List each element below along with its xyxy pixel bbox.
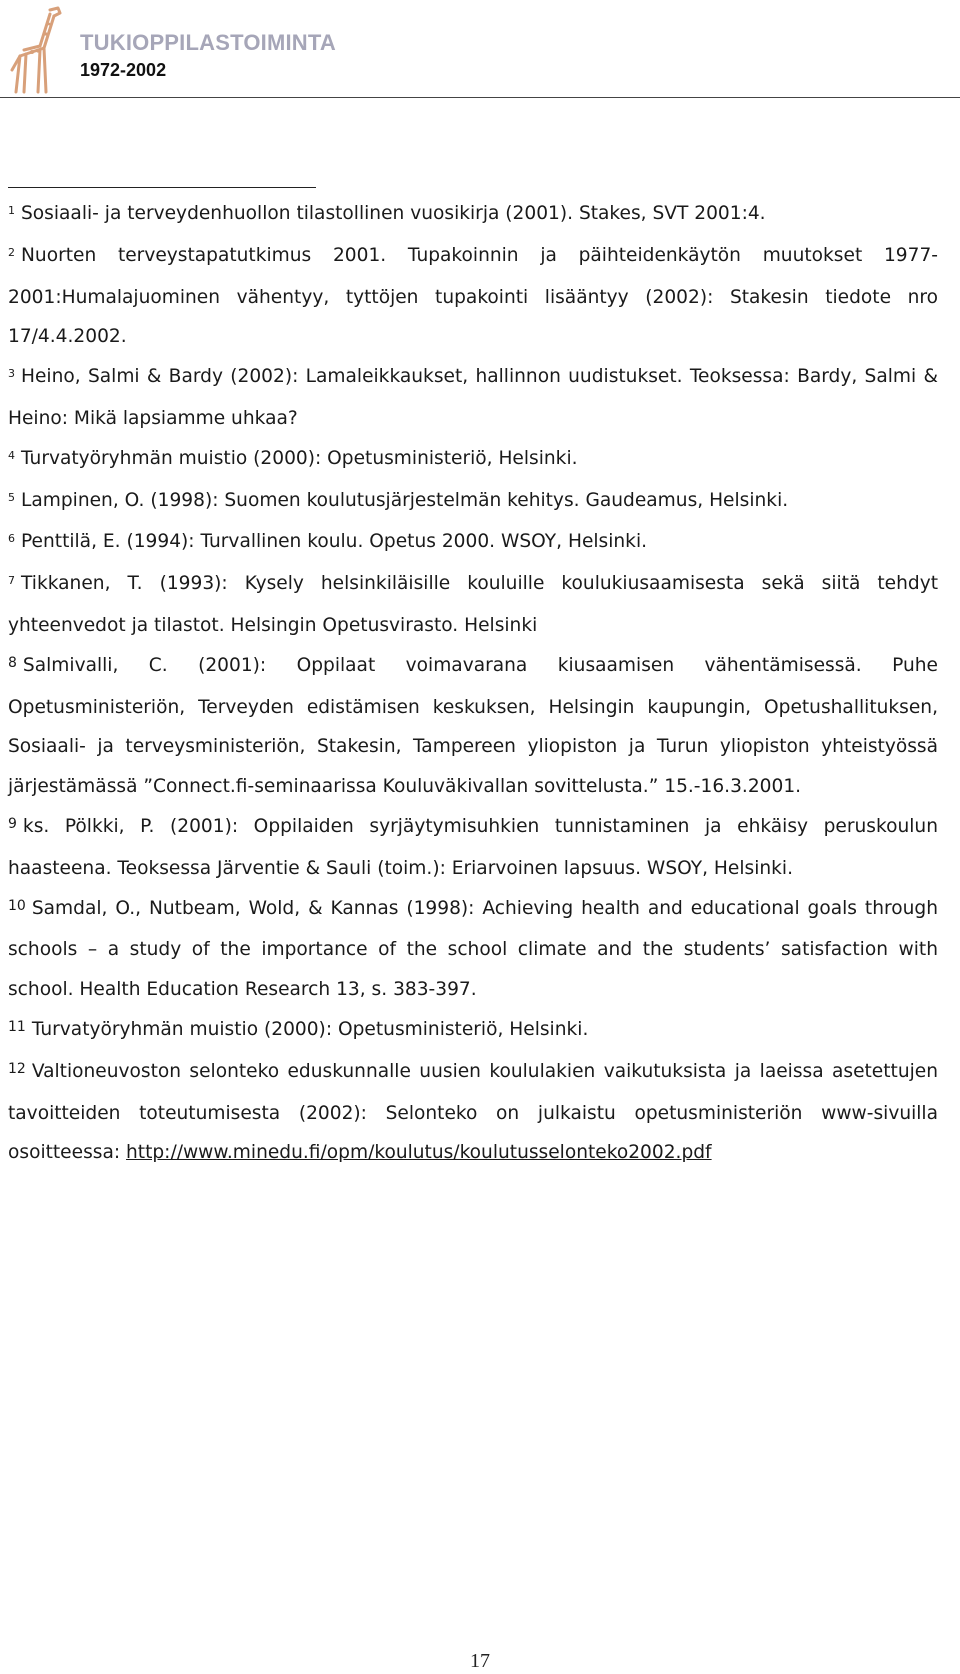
- footnote-text: Tikkanen, T. (1993): Kysely helsinkiläisille kouluille koulukiusaamisesta sekä siitä tehdyt yhteenvedot ja tilastot. Helsingin Opetusvirasto. Helsinki: [8, 573, 938, 636]
- footnote-number: 7: [8, 574, 15, 588]
- footnote-8: [8, 646, 938, 807]
- page-header: [0, 0, 960, 100]
- brand-years: 1972-2002: [80, 60, 167, 80]
- brand-title: TUKIOPPILASTOIMINTA: [80, 30, 336, 55]
- footnote-text: Salmivalli, C. (2001): Oppilaat voimavarana kiusaamisen vähentämisessä. Puhe Opetusministeriön, Terveyden edistämisen keskuksen, Helsingin kaupungin, Opetushallituksen, Sosiaali- ja terveysministeriön, Stakesin, Tampereen yliopiston ja Turun yliopiston yhteistyössä järjestämässä ”Connect.fi-seminaarissa Kouluväkivallan sovittelusta.” 15.-16.3.2001.: [8, 654, 938, 798]
- footnote-text: ks. Pölkki, P. (2001): Oppilaiden syrjäytymisuhkien tunnistaminen ja ehkäisy peruskoulun haasteena. Teoksessa Järventie & Sauli (toim.): Eriarvoinen lapsuus. WSOY, Helsinki.: [8, 815, 938, 879]
- footnote-number: 9: [8, 815, 17, 832]
- footnote-2: [8, 236, 938, 357]
- footnote-number: 10: [8, 897, 26, 914]
- footnote-number: 2: [8, 245, 15, 259]
- footnote-number: 6: [8, 532, 15, 546]
- footnote-text: Lampinen, O. (1998): Suomen koulutusjärjestelmän kehitys. Gaudeamus, Helsinki.: [21, 489, 789, 511]
- footnote-number: 11: [8, 1018, 26, 1035]
- page-number: 17: [470, 1650, 490, 1672]
- footnote-4: [8, 439, 938, 481]
- footnote-text: Valtioneuvoston selonteko eduskunnalle uusien koululakien vaikutuksista ja laeissa asetettujen tavoitteiden toteutumisesta (2002): Selonteko on julkaistu opetusministeriön www-sivuilla osoitteessa:: [8, 1060, 938, 1164]
- footnote-9: [8, 807, 938, 889]
- header-divider: [0, 97, 960, 98]
- footnote-number: 4: [8, 448, 15, 462]
- footnote-number: 8: [8, 654, 17, 671]
- footnote-3: [8, 357, 938, 439]
- footnote-number: 1: [8, 204, 15, 217]
- footnote-6: [8, 522, 938, 564]
- footnote-text: Nuorten terveystapatutkimus 2001. Tupakoinnin ja päihteidenkäytön muutokset 1977-2001:Humalajuominen vähentyy, tyttöjen tupakointi lisääntyy (2002): Stakesin tiedote nro 17/4.4.2002.: [8, 244, 938, 348]
- footnote-12: [8, 1052, 938, 1173]
- footnote-text: Penttilä, E. (1994): Turvallinen koulu. Opetus 2000. WSOY, Helsinki.: [21, 531, 648, 553]
- footnote-1: [8, 194, 938, 236]
- footnote-5: [8, 481, 938, 523]
- footnotes-list: [8, 194, 938, 1173]
- footnote-text: Turvatyöryhmän muistio (2000): Opetusministeriö, Helsinki.: [21, 447, 578, 469]
- footnote-text: Sosiaali- ja terveydenhuollon tilastollinen vuosikirja (2001). Stakes, SVT 2001:4.: [21, 203, 766, 224]
- footnote-text: Turvatyöryhmän muistio (2000): Opetusministeriö, Helsinki.: [31, 1018, 589, 1040]
- footnote-10: [8, 889, 938, 1010]
- footnote-text: Samdal, O., Nutbeam, Wold, & Kannas (1998): Achieving health and educational goals through schools – a study of the importance of the school climate and the students’ satisfaction with school. Health Education Research 13, s. 383-397.: [8, 897, 938, 1001]
- footnote-text: Heino, Salmi & Bardy (2002): Lamaleikkaukset, hallinnon uudistukset. Teoksessa: Bardy, Salmi & Heino: Mikä lapsiamme uhkaa?: [8, 366, 938, 429]
- report-url-link[interactable]: http://www.minedu.fi/opm/koulutus/koulutusselonteko2002.pdf: [126, 1142, 712, 1164]
- footnote-separator: [8, 187, 316, 188]
- footnote-number: 5: [8, 490, 15, 504]
- footnote-number: 3: [8, 367, 15, 381]
- footnote-7: [8, 564, 938, 646]
- footnote-11: [8, 1010, 938, 1052]
- footnote-number: 12: [8, 1060, 26, 1077]
- giraffe-icon: [6, 4, 78, 96]
